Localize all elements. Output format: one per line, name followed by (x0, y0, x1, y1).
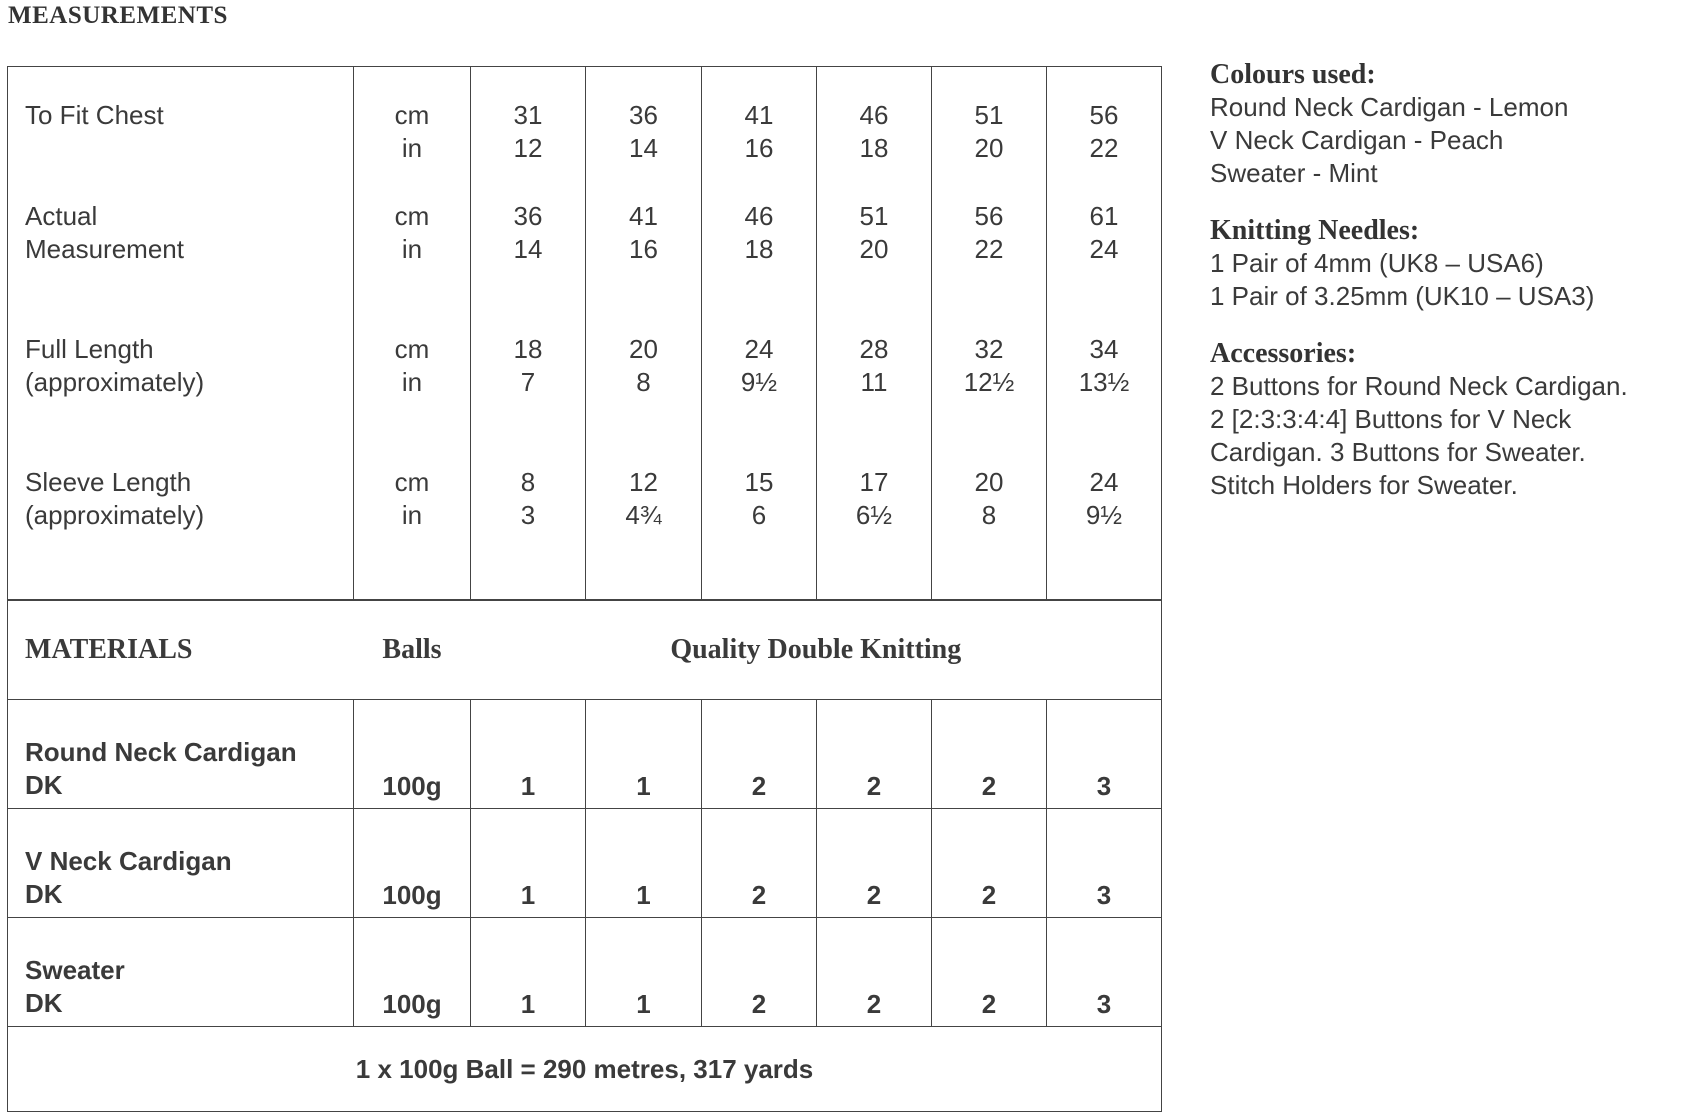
size-value-cell (932, 200, 1047, 333)
footer-row (8, 1027, 1162, 1112)
ball-count: 2 (817, 809, 932, 918)
side-info (1210, 58, 1690, 526)
value-cm: 28 (859, 334, 889, 364)
value-cm: 41 (744, 100, 774, 130)
materials-header-row (8, 601, 1162, 700)
material-label (8, 809, 354, 918)
measurement-row (8, 200, 1162, 333)
value-cm: 20 (974, 467, 1004, 497)
material-yarn: DK (25, 770, 63, 800)
unit-label: in (401, 367, 423, 397)
measurement-row (8, 333, 1162, 466)
material-label (8, 918, 354, 1027)
size-value-cell (932, 466, 1047, 600)
needles-title: Knitting Needles: (1210, 215, 1420, 246)
colours-title: Colours used: (1210, 59, 1376, 90)
ball-weight: 100g (354, 700, 471, 809)
material-name: V Neck Cardigan (25, 846, 232, 876)
size-value-cell (702, 333, 817, 466)
size-value-cell (471, 466, 586, 600)
unit-label: cm (394, 334, 430, 364)
unit-label: in (401, 500, 423, 530)
size-value-cell (702, 200, 817, 333)
ball-count: 2 (817, 918, 932, 1027)
value-in: 22 (1089, 133, 1119, 163)
ball-count: 1 (471, 809, 586, 918)
unit-label: cm (394, 100, 430, 130)
value-in: 16 (744, 133, 774, 163)
size-value-cell (1047, 200, 1162, 333)
unit-label: in (401, 234, 423, 264)
unit-cell (354, 200, 471, 333)
value-cm: 24 (744, 334, 774, 364)
unit-label: cm (394, 201, 430, 231)
colour-line: Round Neck Cardigan - Lemon (1210, 92, 1569, 122)
ball-length-note: 1 x 100g Ball = 290 metres, 317 yards (8, 1027, 1162, 1112)
value-cm: 15 (744, 467, 774, 497)
value-in: 8 (636, 367, 651, 397)
ball-count: 2 (702, 700, 817, 809)
measurement-label-line: Sleeve Length (25, 467, 192, 497)
value-cm: 31 (513, 100, 543, 130)
ball-count: 1 (586, 918, 702, 1027)
ball-count: 3 (1047, 918, 1162, 1027)
accessory-line: 2 [2:3:3:4:4] Buttons for V Neck (1210, 404, 1572, 434)
value-cm: 8 (520, 467, 536, 497)
value-in: 12 (513, 133, 543, 163)
measurement-label (8, 67, 354, 201)
material-label (8, 700, 354, 809)
size-value-cell (1047, 333, 1162, 466)
value-in: 9½ (1085, 500, 1123, 530)
measurement-label-line: (approximately) (25, 500, 205, 530)
size-value-cell (586, 466, 702, 600)
value-in: 12½ (963, 367, 1015, 397)
value-cm: 51 (859, 201, 889, 231)
colour-line: V Neck Cardigan - Peach (1210, 125, 1504, 155)
unit-cell (354, 67, 471, 201)
measurement-label (8, 200, 354, 333)
value-in: 18 (744, 234, 774, 264)
size-value-cell (702, 466, 817, 600)
value-in: 6½ (855, 500, 893, 530)
accessory-line: 2 Buttons for Round Neck Cardigan. (1210, 371, 1628, 401)
value-in: 11 (860, 367, 888, 397)
value-cm: 34 (1089, 334, 1119, 364)
unit-cell (354, 466, 471, 600)
value-cm: 32 (974, 334, 1004, 364)
value-cm: 18 (513, 334, 543, 364)
colour-line: Sweater - Mint (1210, 158, 1378, 188)
value-in: 16 (629, 234, 658, 264)
material-row (8, 918, 1162, 1027)
ball-weight: 100g (354, 918, 471, 1027)
value-in: 3 (520, 500, 536, 530)
size-value-cell (817, 466, 932, 600)
accessory-line: Cardigan. 3 Buttons for Sweater. (1210, 437, 1586, 467)
measurement-label-line: Measurement (25, 234, 184, 264)
measurement-label (8, 466, 354, 600)
size-value-cell (932, 333, 1047, 466)
value-in: 24 (1089, 234, 1119, 264)
colours-section (1210, 58, 1690, 190)
value-in: 14 (513, 234, 543, 264)
value-in: 8 (981, 500, 997, 530)
unit-cell (354, 333, 471, 466)
value-cm: 20 (629, 334, 658, 364)
size-value-cell (817, 200, 932, 333)
size-value-cell (586, 67, 702, 201)
material-yarn: DK (25, 988, 63, 1018)
value-in: 18 (859, 133, 889, 163)
value-cm: 17 (859, 467, 889, 497)
value-cm: 24 (1089, 467, 1119, 497)
ball-count: 2 (702, 918, 817, 1027)
value-cm: 41 (629, 201, 658, 231)
value-cm: 56 (1089, 100, 1119, 130)
value-cm: 51 (974, 100, 1004, 130)
size-value-cell (471, 333, 586, 466)
material-yarn: DK (25, 879, 63, 909)
value-in: 4¾ (625, 500, 662, 530)
size-value-cell (932, 67, 1047, 201)
ball-count: 1 (471, 700, 586, 809)
ball-count: 2 (932, 700, 1047, 809)
measurement-row (8, 466, 1162, 600)
needle-line: 1 Pair of 4mm (UK8 – USA6) (1210, 248, 1544, 278)
value-in: 13½ (1078, 367, 1130, 397)
value-in: 9½ (740, 367, 778, 397)
measurement-label (8, 333, 354, 466)
ball-weight: 100g (354, 809, 471, 918)
ball-count: 2 (702, 809, 817, 918)
value-cm: 36 (629, 100, 658, 130)
ball-count: 3 (1047, 809, 1162, 918)
balls-header: Balls (382, 634, 442, 665)
measurement-row (8, 67, 1162, 201)
size-value-cell (1047, 466, 1162, 600)
size-value-cell (586, 200, 702, 333)
measurement-label-line: Actual (25, 201, 98, 231)
measurement-label-line: Full Length (25, 334, 154, 364)
value-cm: 46 (859, 100, 889, 130)
size-value-cell (471, 200, 586, 333)
value-in: 20 (859, 234, 889, 264)
size-value-cell (702, 67, 817, 201)
ball-count: 1 (471, 918, 586, 1027)
ball-count: 1 (586, 700, 702, 809)
value-in: 14 (629, 133, 658, 163)
material-row (8, 700, 1162, 809)
value-cm: 36 (513, 201, 543, 231)
measurements-table (7, 66, 1162, 600)
value-cm: 61 (1089, 201, 1119, 231)
value-in: 7 (520, 367, 536, 397)
value-in: 6 (751, 500, 767, 530)
unit-label: cm (394, 467, 430, 497)
material-name: Round Neck Cardigan (25, 737, 297, 767)
measurement-label-line: To Fit Chest (25, 100, 164, 130)
measurement-label-line: (approximately) (25, 367, 205, 397)
size-value-cell (817, 67, 932, 201)
value-cm: 56 (974, 201, 1004, 231)
value-in: 22 (974, 234, 1004, 264)
material-row (8, 809, 1162, 918)
size-value-cell (1047, 67, 1162, 201)
size-value-cell (586, 333, 702, 466)
page-title: MEASUREMENTS (8, 2, 228, 29)
ball-count: 1 (586, 809, 702, 918)
quality-header: Quality Double Knitting (670, 634, 962, 665)
needles-section (1210, 214, 1690, 313)
ball-count: 2 (817, 700, 932, 809)
size-value-cell (817, 333, 932, 466)
accessories-title: Accessories: (1210, 338, 1357, 369)
accessory-line: Stitch Holders for Sweater. (1210, 470, 1518, 500)
accessories-section (1210, 337, 1690, 502)
value-in: 20 (974, 133, 1004, 163)
needle-line: 1 Pair of 3.25mm (UK10 – USA3) (1210, 281, 1595, 311)
ball-count: 2 (932, 809, 1047, 918)
size-value-cell (471, 67, 586, 201)
unit-label: in (401, 133, 423, 163)
ball-count: 2 (932, 918, 1047, 1027)
materials-heading: MATERIALS (25, 634, 193, 665)
material-name: Sweater (25, 955, 125, 985)
value-cm: 12 (629, 467, 658, 497)
ball-count: 3 (1047, 700, 1162, 809)
value-cm: 46 (744, 201, 774, 231)
materials-table (7, 600, 1162, 1112)
